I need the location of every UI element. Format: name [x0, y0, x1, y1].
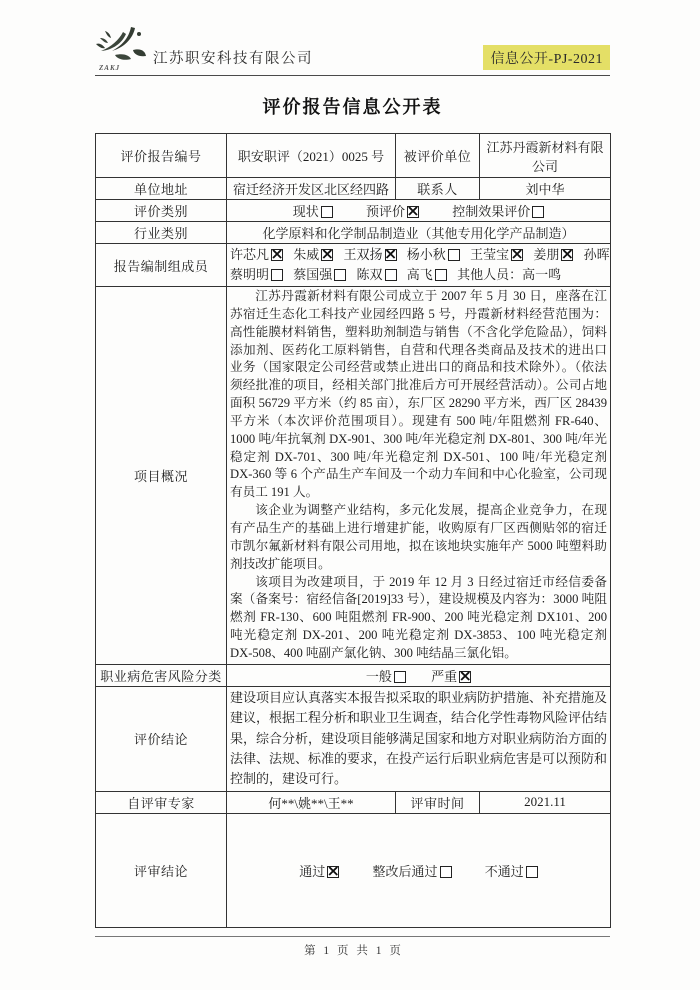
- member-option: [357, 267, 397, 282]
- member-option: [344, 247, 397, 262]
- company-name: 江苏职安科技有限公司: [153, 51, 313, 67]
- member-name: 许芯凡: [230, 247, 270, 262]
- review-result-options: [227, 813, 611, 927]
- row-self-review: [96, 791, 611, 813]
- row-risk: [96, 664, 611, 686]
- others-value: 高一鸣: [522, 267, 562, 282]
- checkbox-icon: [435, 269, 447, 281]
- eval-type-options: [227, 200, 611, 222]
- member-option: [584, 247, 611, 262]
- member-option: [533, 247, 573, 262]
- checkbox-icon: [334, 269, 346, 281]
- option-label: 控制效果评价: [452, 204, 531, 219]
- member-name: 杨小秋: [406, 247, 446, 262]
- checkbox-icon: [321, 249, 333, 261]
- member-name: 高飞: [406, 267, 433, 282]
- checkbox-icon: [440, 866, 452, 878]
- overview-paragraph: 江苏丹霞新材料有限公司成立于 2007 年 5 月 30 日，座落在江苏宿迁生态化工科技产业园经四路 5 号，丹霞新材料经营范围为：高性能膜材料销售，塑料助剂制造与销售（不含化学危险品），饲料添加剂、医药化工原料销售，自营和代理各类商品及技术的进出口业务（国家限定公司经营或禁止进出口的商品和技术除外）。（依法须经批准的项目，经相关部门批准后方可开展经营活动）。公司占地面积 56729 平方米（约 85 亩），东厂区 28290 平方米，西厂区 28439 平方米（本次评价范围项目）。现建有 500 吨/年阻燃剂 FR-640、1000 吨/年抗氧剂 DX-901、300 吨/年光稳定剂 DX-801、300 吨/年光稳定剂 DX-701、300 吨/年光稳定剂 DX-501、100 吨/年光稳定剂 DX-360 等 6 个产品生产车间及一个动力车间和中心化验室，公司现有员工 191 人。: [230, 289, 607, 500]
- row-address: [96, 178, 611, 200]
- option-label: 整改后通过: [372, 863, 438, 879]
- option-severe: [431, 669, 471, 684]
- footer-divider: [95, 936, 610, 937]
- checkbox-icon: [561, 249, 573, 261]
- checkbox-icon: [532, 206, 544, 218]
- team-line-1: [230, 245, 610, 265]
- option-pass-after-rectification: [372, 864, 451, 879]
- option-label: 现状: [292, 204, 319, 219]
- member-name: 姜朋: [533, 247, 560, 262]
- page-title: 评价报告信息公开表: [262, 97, 443, 117]
- info-table: [95, 133, 611, 928]
- header-left: [95, 26, 313, 72]
- evaluated-unit-label: 被评价单位: [396, 134, 480, 178]
- row-review-result: [96, 813, 611, 927]
- option-status-quo: [293, 204, 333, 219]
- checkbox-icon: [385, 249, 397, 261]
- checkbox-icon: [394, 671, 406, 683]
- row-team: [96, 244, 611, 287]
- member-option: [407, 267, 447, 282]
- conclusion-label: 评价结论: [96, 686, 227, 791]
- address-label: 单位地址: [96, 178, 227, 200]
- risk-options: [227, 664, 611, 686]
- member-option: [293, 267, 346, 282]
- checkbox-icon: [448, 249, 460, 261]
- option-label: 预评价: [365, 204, 405, 219]
- option-label: 严重: [431, 668, 458, 684]
- member-name: 蔡明明: [230, 267, 270, 282]
- option-control-effect: [452, 204, 544, 219]
- conclusion-text: 建设项目应认真落实本报告拟采取的职业病防护措施、补充措施及建议，根据工程分析和职业卫生调查，结合化学性毒物风险评估结果，综合分析，建设项目能够满足国家和地方对职业病防治方面的法律、法规、标准的要求，在投产运行后职业病危害是可以预防和控制的，建设可行。: [230, 689, 608, 787]
- member-name: 朱威: [293, 247, 320, 262]
- review-result-label: 评审结论: [96, 813, 227, 927]
- member-option: [230, 267, 283, 282]
- member-name: 陈双: [356, 267, 383, 282]
- checkbox-icon: [407, 206, 419, 218]
- checkbox-icon: [271, 249, 283, 261]
- checkbox-icon: [271, 269, 283, 281]
- option-label: 一般: [365, 668, 392, 684]
- checkbox-icon: [327, 866, 339, 878]
- report-no-value: 职安职评（2021）0025 号: [227, 134, 396, 178]
- conclusion-text-cell: [227, 686, 611, 791]
- self-review-label: 自评审专家: [96, 791, 227, 813]
- risk-label: 职业病危害风险分类: [96, 664, 227, 686]
- others-label: 其他人员：: [457, 267, 523, 282]
- doc-code-badge: 信息公开-PJ-2021: [483, 45, 610, 70]
- overview-text: [227, 287, 611, 665]
- member-option: [407, 247, 460, 262]
- contact-value: 刘中华: [480, 178, 611, 200]
- member-name: 王双扬: [343, 247, 383, 262]
- overview-paragraph: 该项目为改建项目，于 2019 年 12 月 3 日经过宿迁市经信委备案（备案号：宿经信备[2019]33 号），建设规模及内容为：3000 吨阻燃剂 FR-130、600 吨阻燃剂 FR-900、200 吨光稳定剂 DX101、200 吨光稳定剂 DX-201、200 吨光稳定剂 DX-3853、100 吨光稳定剂 DX-508、400 吨副产氯化钠、300 吨结晶三氯化铝。: [230, 574, 607, 660]
- address-value: 宿迁经济开发区北区经四路: [227, 178, 396, 200]
- checkbox-icon: [385, 269, 397, 281]
- member-option: [293, 247, 333, 262]
- company-logo: [95, 26, 151, 72]
- document-header: [95, 26, 610, 76]
- team-members: [227, 244, 611, 287]
- checkbox-icon: [459, 671, 471, 683]
- page-footer: [95, 936, 610, 958]
- row-overview: [96, 287, 611, 665]
- member-name: 王莹宝: [470, 247, 510, 262]
- row-report-no: [96, 134, 611, 178]
- contact-label: 联系人: [396, 178, 480, 200]
- evaluated-unit-value: 江苏丹霞新材料有限公司: [480, 134, 611, 178]
- member-option: [230, 247, 283, 262]
- review-time-value: 2021.11: [480, 791, 611, 813]
- checkbox-icon: [511, 249, 523, 261]
- review-time-label: 评审时间: [396, 791, 480, 813]
- team-line-2: [230, 265, 607, 285]
- member-name: 孙晖: [583, 247, 610, 262]
- member-option: [470, 247, 523, 262]
- checkbox-icon: [321, 206, 333, 218]
- row-eval-type: [96, 200, 611, 222]
- overview-label: 项目概况: [96, 287, 227, 665]
- industry-value: 化学原料和化学制品制造业（其他专用化学产品制造）: [227, 222, 611, 244]
- team-others: [457, 267, 561, 282]
- team-label: 报告编制组成员: [96, 244, 227, 287]
- option-general: [366, 669, 406, 684]
- option-label: 不通过: [484, 863, 524, 879]
- page-number: 第 1 页 共 1 页: [304, 944, 401, 957]
- industry-label: 行业类别: [96, 222, 227, 244]
- report-no-label: 评价报告编号: [96, 134, 227, 178]
- option-pass: [299, 864, 339, 879]
- option-pre-evaluation: [366, 204, 419, 219]
- overview-paragraph: 该企业为调整产业结构，多元化发展，提高企业竞争力，在现有产品生产的基础上进行增建扩能，收购原有厂区西侧贴邻的宿迁市凯尔氟新材料有限公司用地，拟在该地块实施年产 5000 吨塑料助剂技改扩能项目。: [230, 503, 607, 571]
- checkbox-icon: [526, 866, 538, 878]
- row-conclusion: [96, 686, 611, 791]
- option-label: 通过: [299, 863, 326, 879]
- member-name: 蔡国强: [293, 267, 333, 282]
- row-industry: [96, 222, 611, 244]
- self-review-experts: 何**\姚**\王**: [227, 791, 396, 813]
- eval-type-label: 评价类别: [96, 200, 227, 222]
- option-fail: [485, 864, 538, 879]
- logo-text: ZAKJ: [99, 64, 121, 72]
